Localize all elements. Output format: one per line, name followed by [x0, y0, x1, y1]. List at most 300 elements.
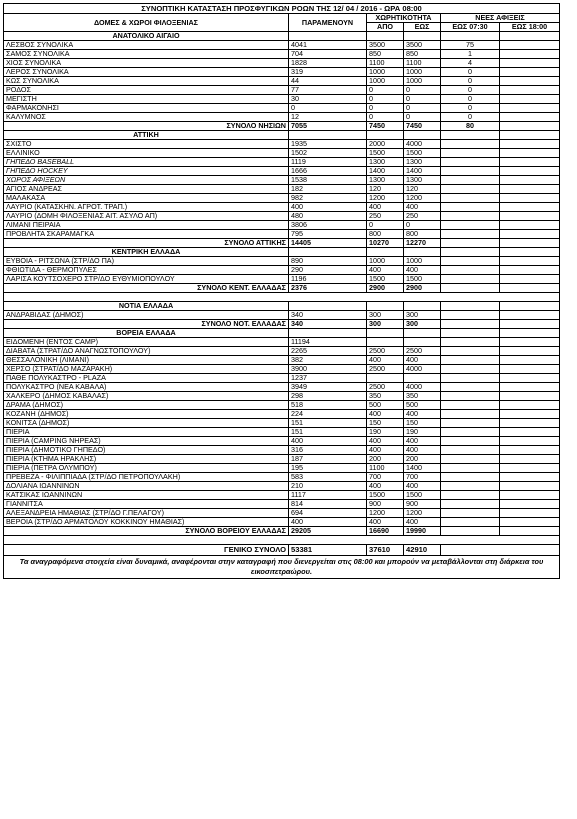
facility-name: ΡΟΔΟΣ [4, 86, 289, 95]
facility-name: ΚΑΤΣΙΚΑΣ ΙΩΑΝΝΙΝΩΝ [4, 491, 289, 500]
capacity-from-value: 0 [367, 113, 404, 122]
section-total-row [4, 320, 560, 329]
table-row [4, 518, 560, 527]
table-row [4, 383, 560, 392]
table-row [4, 104, 560, 113]
remaining-value: 182 [289, 185, 367, 194]
capacity-from-value: 900 [367, 500, 404, 509]
capacity-to-value: 400 [404, 518, 441, 527]
table-row [4, 464, 560, 473]
section-total-to: 12270 [404, 239, 441, 248]
capacity-from-value: 3500 [367, 41, 404, 50]
capacity-to-value: 900 [404, 500, 441, 509]
arrivals-1800-value [500, 140, 560, 149]
facility-name: ΜΕΓΙΣΤΗ [4, 95, 289, 104]
table-row [4, 176, 560, 185]
arrivals-1800-value [500, 482, 560, 491]
arrivals-0730-value: 0 [441, 68, 500, 77]
blank-row [4, 536, 560, 545]
remaining-value: 400 [289, 437, 367, 446]
section-total-row [4, 122, 560, 131]
facility-name: ΔΟΛΙΑΝΑ ΙΩΑΝΝΙΝΩΝ [4, 482, 289, 491]
capacity-to-value: 1000 [404, 257, 441, 266]
table-row [4, 50, 560, 59]
arrivals-1800-value [500, 311, 560, 320]
arrivals-0730-value [441, 185, 500, 194]
remaining-value: 1196 [289, 275, 367, 284]
arrivals-1800-value [500, 473, 560, 482]
facility-name: ΕΙΔΟΜΕΝΗ (ΕΝΤΟΣ CAMP) [4, 338, 289, 347]
table-row [4, 482, 560, 491]
capacity-from-value: 2500 [367, 347, 404, 356]
remaining-value: 77 [289, 86, 367, 95]
empty-cell [289, 302, 367, 311]
facility-name: ΑΓΙΟΣ ΑΝΔΡΕΑΣ [4, 185, 289, 194]
facility-name: ΠΡΕΒΕΖΑ - ΦΙΛΙΠΠΙΑΔΑ (ΣΤΡ/ΔΟ ΠΕΤΡΟΠΟΥΛΑΚΗ) [4, 473, 289, 482]
grand-total-from: 37610 [367, 545, 404, 556]
arrivals-0730-value [441, 473, 500, 482]
capacity-to-value: 0 [404, 86, 441, 95]
remaining-value: 44 [289, 77, 367, 86]
section-title: ΒΟΡΕΙΑ ΕΛΛΑΔΑ [4, 329, 289, 338]
remaining-value: 30 [289, 95, 367, 104]
remaining-value: 1935 [289, 140, 367, 149]
facility-name: ΦΘΙΩΤΙΔΑ - ΘΕΡΜΟΠΥΛΕΣ [4, 266, 289, 275]
remaining-value: 3949 [289, 383, 367, 392]
arrivals-1800-value [500, 158, 560, 167]
arrivals-1800-value [500, 86, 560, 95]
remaining-value: 0 [289, 104, 367, 113]
remaining-value: 3806 [289, 221, 367, 230]
arrivals-0730-value [441, 482, 500, 491]
capacity-from-value: 1100 [367, 59, 404, 68]
facility-name: ΜΑΛΑΚΑΣΑ [4, 194, 289, 203]
capacity-to-value: 1200 [404, 194, 441, 203]
header-capacity-to: ΕΩΣ [404, 23, 441, 32]
remaining-value: 480 [289, 212, 367, 221]
arrivals-1800-value [500, 446, 560, 455]
section-total-label: ΣΥΝΟΛΟ ΝΗΣΙΩΝ [4, 122, 289, 131]
arrivals-0730-value [441, 446, 500, 455]
arrivals-1800-value [500, 491, 560, 500]
header-arrivals-0730: ΕΩΣ 07:30 [441, 23, 500, 32]
table-row [4, 392, 560, 401]
section-title: ΑΝΑΤΟΛΙΚΟ ΑΙΓΑΙΟ [4, 32, 289, 41]
arrivals-0730-value: 0 [441, 113, 500, 122]
section-header-row [4, 329, 560, 338]
capacity-from-value: 1000 [367, 257, 404, 266]
blank-row [4, 293, 560, 302]
arrivals-0730-value: 0 [441, 86, 500, 95]
remaining-value: 518 [289, 401, 367, 410]
empty-cell [367, 131, 404, 140]
capacity-to-value: 3500 [404, 41, 441, 50]
arrivals-0730-value [441, 338, 500, 347]
section-total-row [4, 239, 560, 248]
empty-cell [500, 131, 560, 140]
header-capacity: ΧΩΡΗΤΙΚΟΤΗΤΑ [367, 14, 441, 23]
facility-name: ΔΙΑΒΑΤΑ (ΣΤΡΑΤ/ΔΟ ΑΝΑΓΝΩΣΤΟΠΟΥΛΟΥ) [4, 347, 289, 356]
capacity-to-value: 1300 [404, 158, 441, 167]
empty-cell [441, 302, 500, 311]
capacity-to-value: 1500 [404, 491, 441, 500]
capacity-from-value: 2000 [367, 140, 404, 149]
arrivals-0730-value: 1 [441, 50, 500, 59]
capacity-from-value: 400 [367, 482, 404, 491]
capacity-from-value: 400 [367, 203, 404, 212]
capacity-to-value: 1500 [404, 275, 441, 284]
facility-name: ΛΑΥΡΙΟ (ΚΑΤΑΣΚΗΝ. ΑΓΡΟΤ. ΤΡΑΠ.) [4, 203, 289, 212]
remaining-value: 319 [289, 68, 367, 77]
arrivals-1800-value [500, 509, 560, 518]
arrivals-1800-value [500, 374, 560, 383]
empty-cell [367, 248, 404, 257]
table-row [4, 68, 560, 77]
table-row [4, 275, 560, 284]
table-row [4, 230, 560, 239]
arrivals-0730-value [441, 212, 500, 221]
table-row [4, 347, 560, 356]
arrivals-1800-value [500, 95, 560, 104]
arrivals-0730-value [441, 257, 500, 266]
report-title: ΣΥΝΟΠΤΙΚΗ ΚΑΤΑΣΤΑΣΗ ΠΡΟΣΦΥΓΙΚΩΝ ΡΟΩΝ ΤΗΣ 12/ 04 / 2016 - ΩΡΑ 08:00 [4, 4, 560, 14]
capacity-to-value: 1400 [404, 464, 441, 473]
empty-cell [404, 131, 441, 140]
facility-name: ΓΗΠΕΔΟ BASEBALL [4, 158, 289, 167]
arrivals-0730-value [441, 428, 500, 437]
remaining-value: 400 [289, 203, 367, 212]
empty-cell [441, 131, 500, 140]
arrivals-0730-value [441, 230, 500, 239]
arrivals-1800-value [500, 176, 560, 185]
arrivals-0730-value [441, 374, 500, 383]
capacity-to-value: 0 [404, 221, 441, 230]
remaining-value: 11194 [289, 338, 367, 347]
section-total-arrivals-0730 [441, 527, 500, 536]
capacity-from-value: 400 [367, 410, 404, 419]
capacity-from-value: 400 [367, 266, 404, 275]
table-row [4, 185, 560, 194]
capacity-to-value: 400 [404, 437, 441, 446]
section-total-label: ΣΥΝΟΛΟ ΒΟΡΕΙΟΥ ΕΛΛΑΔΑΣ [4, 527, 289, 536]
remaining-value: 1117 [289, 491, 367, 500]
facility-name: ΑΛΕΞΑΝΔΡΕΙΑ ΗΜΑΘΙΑΣ (ΣΤΡ/ΔΟ Γ.ΠΕΛΑΓΟΥ) [4, 509, 289, 518]
table-row [4, 509, 560, 518]
section-total-arrivals-1800 [500, 320, 560, 329]
capacity-from-value: 1500 [367, 149, 404, 158]
capacity-from-value: 800 [367, 230, 404, 239]
capacity-to-value: 400 [404, 266, 441, 275]
remaining-value: 704 [289, 50, 367, 59]
remaining-value: 1666 [289, 167, 367, 176]
capacity-from-value: 400 [367, 356, 404, 365]
table-row [4, 500, 560, 509]
remaining-value: 298 [289, 392, 367, 401]
capacity-from-value: 120 [367, 185, 404, 194]
section-total-row [4, 527, 560, 536]
remaining-value: 187 [289, 455, 367, 464]
remaining-value: 694 [289, 509, 367, 518]
facility-name: ΕΛΛΙΝΙΚΟ [4, 149, 289, 158]
facility-name: ΣΧΙΣΤΟ [4, 140, 289, 149]
grand-total-row [4, 545, 560, 556]
arrivals-1800-value [500, 50, 560, 59]
arrivals-1800-value [500, 500, 560, 509]
facility-name: ΚΟΖΑΝΗ (ΔΗΜΟΣ) [4, 410, 289, 419]
empty-cell [404, 248, 441, 257]
remaining-value: 12 [289, 113, 367, 122]
capacity-from-value: 400 [367, 518, 404, 527]
capacity-to-value [404, 374, 441, 383]
arrivals-1800-value [500, 212, 560, 221]
arrivals-0730-value [441, 401, 500, 410]
section-total-from: 10270 [367, 239, 404, 248]
table-row [4, 95, 560, 104]
capacity-from-value: 850 [367, 50, 404, 59]
arrivals-0730-value [441, 410, 500, 419]
arrivals-0730-value [441, 176, 500, 185]
capacity-to-value: 350 [404, 392, 441, 401]
arrivals-1800-value [500, 428, 560, 437]
section-total-remaining: 2376 [289, 284, 367, 293]
header-arrivals-1800: ΕΩΣ 18:00 [500, 23, 560, 32]
empty-cell [289, 248, 367, 257]
section-header-row [4, 32, 560, 41]
capacity-to-value: 400 [404, 446, 441, 455]
facility-name: ΛΕΣΒΟΣ ΣΥΝΟΛΙΚΑ [4, 41, 289, 50]
capacity-to-value: 0 [404, 104, 441, 113]
facility-name: ΧΑΛΚΕΡΟ (ΔΗΜΟΣ ΚΑΒΑΛΑΣ) [4, 392, 289, 401]
capacity-to-value: 1000 [404, 77, 441, 86]
arrivals-1800-value [500, 230, 560, 239]
section-total-arrivals-1800 [500, 284, 560, 293]
section-total-arrivals-0730 [441, 320, 500, 329]
table-row [4, 59, 560, 68]
footnote-text: Τα αναγραφόμενα στοιχεία είναι δυναμικά, αναφέρονται στην καταγραφή που διενεργείται στις 08:00 και μπορούν να μεταβάλλονται στη διάρκεια του εικοσιτετραώρου. [4, 556, 560, 579]
arrivals-1800-value [500, 68, 560, 77]
empty-cell [500, 302, 560, 311]
arrivals-0730-value [441, 500, 500, 509]
facility-name: ΧΙΟΣ ΣΥΝΟΛΙΚΑ [4, 59, 289, 68]
capacity-from-value: 1500 [367, 275, 404, 284]
capacity-to-value: 2500 [404, 347, 441, 356]
capacity-to-value: 1400 [404, 167, 441, 176]
section-total-row [4, 284, 560, 293]
section-total-arrivals-1800 [500, 122, 560, 131]
capacity-to-value: 700 [404, 473, 441, 482]
arrivals-0730-value: 0 [441, 104, 500, 113]
arrivals-0730-value [441, 221, 500, 230]
section-header-row [4, 248, 560, 257]
capacity-to-value: 400 [404, 203, 441, 212]
table-row [4, 266, 560, 275]
table-row [4, 419, 560, 428]
arrivals-0730-value [441, 194, 500, 203]
arrivals-0730-value [441, 392, 500, 401]
table-row [4, 41, 560, 50]
remaining-value: 982 [289, 194, 367, 203]
capacity-from-value: 2500 [367, 365, 404, 374]
remaining-value: 3900 [289, 365, 367, 374]
arrivals-0730-value [441, 419, 500, 428]
capacity-from-value [367, 374, 404, 383]
arrivals-1800-value [500, 455, 560, 464]
capacity-from-value: 250 [367, 212, 404, 221]
empty-cell [500, 32, 560, 41]
arrivals-1800-value [500, 464, 560, 473]
table-row [4, 473, 560, 482]
arrivals-1800-value [500, 59, 560, 68]
arrivals-1800-value [500, 41, 560, 50]
arrivals-0730-value: 0 [441, 77, 500, 86]
arrivals-0730-value [441, 491, 500, 500]
capacity-to-value: 200 [404, 455, 441, 464]
capacity-to-value: 400 [404, 482, 441, 491]
table-row [4, 257, 560, 266]
arrivals-0730-value [441, 356, 500, 365]
arrivals-0730-value [441, 158, 500, 167]
capacity-from-value: 1300 [367, 176, 404, 185]
arrivals-1800-value [500, 410, 560, 419]
section-total-to: 2900 [404, 284, 441, 293]
remaining-value: 1502 [289, 149, 367, 158]
section-total-to: 300 [404, 320, 441, 329]
section-header-row [4, 131, 560, 140]
report-document [3, 3, 559, 579]
table-row [4, 491, 560, 500]
table-row [4, 374, 560, 383]
blank-cell [4, 536, 560, 545]
facility-name: ΧΩΡΟΣ ΑΦΙΞΕΩΝ [4, 176, 289, 185]
remaining-value: 795 [289, 230, 367, 239]
remaining-value: 4041 [289, 41, 367, 50]
capacity-from-value: 0 [367, 86, 404, 95]
capacity-from-value: 0 [367, 104, 404, 113]
arrivals-1800-value [500, 149, 560, 158]
facility-name: ΣΑΜΟΣ ΣΥΝΟΛΙΚΑ [4, 50, 289, 59]
arrivals-1800-value [500, 194, 560, 203]
capacity-from-value: 1000 [367, 68, 404, 77]
blank-cell [4, 293, 560, 302]
table-row [4, 428, 560, 437]
section-total-to: 19990 [404, 527, 441, 536]
arrivals-1800-value [500, 347, 560, 356]
facility-name: ΔΡΑΜΑ (ΔΗΜΟΣ) [4, 401, 289, 410]
facility-name: ΛΕΡΟΣ ΣΥΝΟΛΙΚΑ [4, 68, 289, 77]
facility-name: ΛΑΡΙΣΑ ΚΟΥΤΣΟΧΕΡΟ ΣΤΡ/ΔΟ ΕΥΘΥΜΙΟΠΟΥΛΟΥ [4, 275, 289, 284]
arrivals-0730-value [441, 437, 500, 446]
arrivals-1800-value [500, 104, 560, 113]
section-total-label: ΣΥΝΟΛΟ ΝΟΤ. ΕΛΛΑΔΑΣ [4, 320, 289, 329]
arrivals-1800-value [500, 437, 560, 446]
section-total-from: 300 [367, 320, 404, 329]
facility-name: ΛΑΥΡΙΟ (ΔΟΜΗ ΦΙΛΟΞΕΝΙΑΣ ΑΙΤ. ΑΣΥΛΟ ΑΠ) [4, 212, 289, 221]
arrivals-0730-value [441, 365, 500, 374]
capacity-to-value: 1500 [404, 149, 441, 158]
grand-total-remaining: 53381 [289, 545, 367, 556]
empty-cell [367, 302, 404, 311]
arrivals-1800-value [500, 419, 560, 428]
facility-name: ΠΡΟΒΛΗΤΑ ΣΚΑΡΑΜΑΓΚΑ [4, 230, 289, 239]
section-total-from: 16690 [367, 527, 404, 536]
remaining-value: 1828 [289, 59, 367, 68]
table-row [4, 158, 560, 167]
facility-name: ΓΗΠΕΔΟ HOCKEY [4, 167, 289, 176]
arrivals-1800-value [500, 203, 560, 212]
capacity-from-value: 2500 [367, 383, 404, 392]
facility-name: ΠΟΛΥΚΑΣΤΡΟ (ΝΕΑ ΚΑΒΑΛΑ) [4, 383, 289, 392]
header-structures: ΔΟΜΕΣ & ΧΩΡΟΙ ΦΙΛΟΞΕΝΙΑΣ [4, 14, 289, 32]
capacity-to-value: 190 [404, 428, 441, 437]
table-row [4, 455, 560, 464]
facility-name: ΠΙΕΡΙΑ (CAMPING ΝΗΡΕΑΣ) [4, 437, 289, 446]
section-total-remaining: 14405 [289, 239, 367, 248]
arrivals-0730-value: 4 [441, 59, 500, 68]
capacity-to-value: 500 [404, 401, 441, 410]
capacity-to-value: 150 [404, 419, 441, 428]
table-row [4, 311, 560, 320]
arrivals-1800-value [500, 77, 560, 86]
section-total-arrivals-1800 [500, 239, 560, 248]
section-total-from: 2900 [367, 284, 404, 293]
arrivals-1800-value [500, 383, 560, 392]
capacity-from-value: 350 [367, 392, 404, 401]
capacity-from-value: 500 [367, 401, 404, 410]
empty-cell [404, 329, 441, 338]
table-row [4, 194, 560, 203]
capacity-to-value: 4000 [404, 383, 441, 392]
facility-name: ΠΑΘΕ ΠΟΛΥΚΑΣΤΡΟ - PLAZA [4, 374, 289, 383]
table-row [4, 365, 560, 374]
capacity-from-value: 300 [367, 311, 404, 320]
header-new-arrivals: ΝΕΕΣ ΑΦΙΞΕΙΣ [441, 14, 560, 23]
section-total-remaining: 340 [289, 320, 367, 329]
empty-cell [441, 329, 500, 338]
section-title: ΝΟΤΙΑ ΕΛΛΑΔΑ [4, 302, 289, 311]
arrivals-1800-value [500, 365, 560, 374]
arrivals-1800-value [500, 275, 560, 284]
grand-total-label: ΓΕΝΙΚΟ ΣΥΝΟΛΟ [4, 545, 289, 556]
arrivals-0730-value [441, 266, 500, 275]
capacity-from-value: 700 [367, 473, 404, 482]
remaining-value: 151 [289, 419, 367, 428]
empty-cell [500, 329, 560, 338]
arrivals-0730-value [441, 167, 500, 176]
table-row [4, 437, 560, 446]
remaining-value: 316 [289, 446, 367, 455]
arrivals-0730-value: 75 [441, 41, 500, 50]
arrivals-1800-value [500, 338, 560, 347]
capacity-to-value: 800 [404, 230, 441, 239]
facility-name: ΠΙΕΡΙΑ [4, 428, 289, 437]
capacity-to-value: 400 [404, 410, 441, 419]
arrivals-0730-value [441, 203, 500, 212]
facility-name: ΑΝΔΡΑΒΙΔΑΣ (ΔΗΜΟΣ) [4, 311, 289, 320]
capacity-to-value: 0 [404, 113, 441, 122]
remaining-value: 814 [289, 500, 367, 509]
capacity-to-value: 850 [404, 50, 441, 59]
facility-name: ΓΙΑΝΝΙΤΣΑ [4, 500, 289, 509]
capacity-from-value: 400 [367, 437, 404, 446]
table-row [4, 149, 560, 158]
arrivals-1800-value [500, 113, 560, 122]
remaining-value: 400 [289, 518, 367, 527]
remaining-value: 1119 [289, 158, 367, 167]
arrivals-1800-value [500, 167, 560, 176]
section-total-remaining: 29205 [289, 527, 367, 536]
empty-cell [289, 329, 367, 338]
facility-name: ΚΟΝΙΤΣΑ (ΔΗΜΟΣ) [4, 419, 289, 428]
